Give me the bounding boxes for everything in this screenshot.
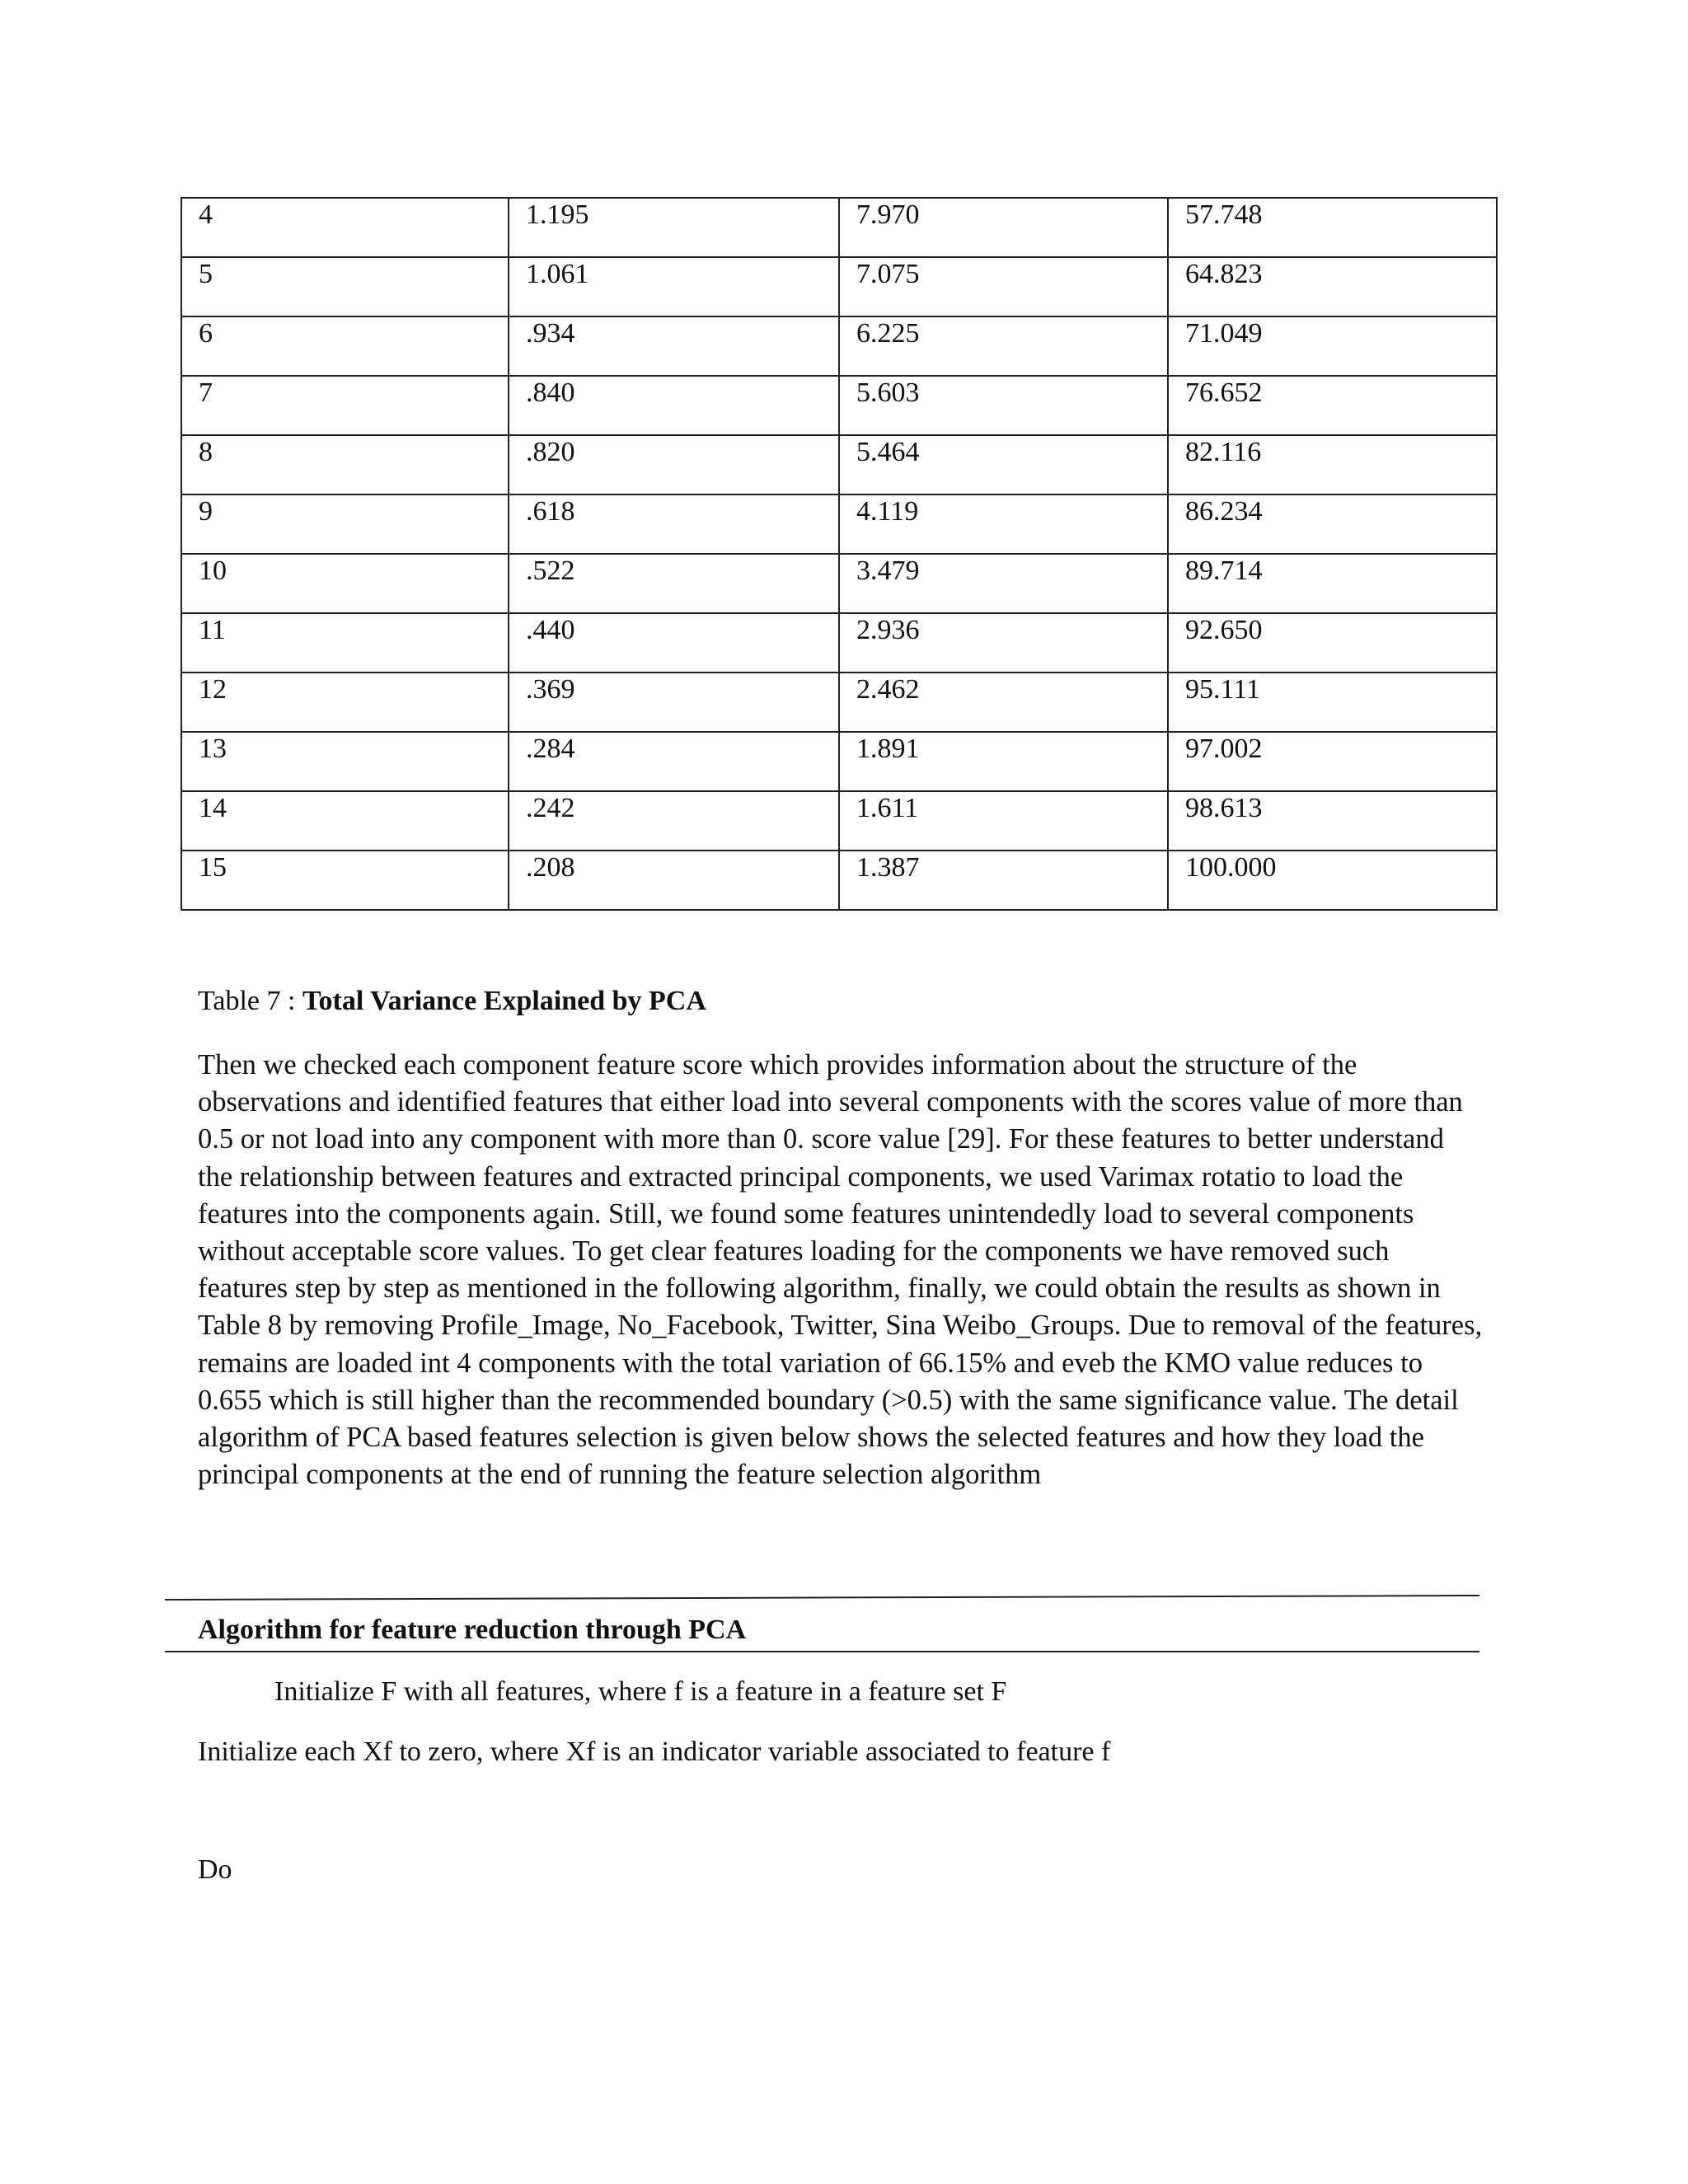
table-cell: 5.464	[839, 435, 1168, 494]
table-cell: .284	[509, 732, 839, 791]
table-cell: 4	[181, 198, 509, 257]
table-cell: 3.479	[839, 554, 1168, 613]
body-paragraph-block	[198, 1047, 1484, 1493]
algorithm-title: Algorithm for feature reduction through PCA	[198, 1615, 747, 1645]
table-row	[181, 198, 1497, 257]
table-cell: 9	[181, 494, 509, 554]
table-cell: 2.936	[839, 613, 1168, 673]
table-cell: 64.823	[1168, 257, 1497, 316]
table-cell: 5	[181, 257, 509, 316]
table-cell: .208	[509, 851, 839, 910]
table-row	[181, 851, 1497, 910]
variance-table-body	[181, 198, 1497, 910]
table-cell: 95.111	[1168, 673, 1497, 732]
table-cell: 7.970	[839, 198, 1168, 257]
table-cell: 6	[181, 316, 509, 376]
table-cell: 4.119	[839, 494, 1168, 554]
table-cell: .840	[509, 376, 839, 435]
table-cell: 6.225	[839, 316, 1168, 376]
table-caption	[198, 985, 706, 1018]
table-cell: 100.000	[1168, 851, 1497, 910]
table-cell: 92.650	[1168, 613, 1497, 673]
algorithm-line-2: Initialize each Xf to zero, where Xf is an indicator variable associated to feature f	[198, 1736, 1111, 1767]
algorithm-line-1: Initialize F with all features, where f is a feature in a feature set F	[274, 1676, 1007, 1707]
table-cell: .440	[509, 613, 839, 673]
table-row	[181, 732, 1497, 791]
body-paragraph: Then we checked each component feature score which provides information about the structure of the observations and identified features that either load into several components with the scores value of more than 0.5 or not load into any component with more than 0. score value [29]. For these features to better understand the relationship between features and extracted principal components, we used Varimax rotatio to load the features into the components again. Still, we found some features unintendedly load to several components without acceptable score values. To get clear features loading for the components we have removed such features step by step as mentioned in the following algorithm, finally, we could obtain the results as shown in Table 8 by removing Profile_Image, No_Facebook, Twitter, Sina Weibo_Groups. Due to removal of the features, remains are loaded int 4 components with the total variation of 66.15% and eveb the KMO value reduces to 0.655 which is still higher than the recommended boundary (>0.5) with the same significance value. The detail algorithm of PCA based features selection is given below shows the selected features and how they load the principal components at the end of running the feature selection algorithm	[198, 1049, 1483, 1491]
table-row	[181, 554, 1497, 613]
table-row	[181, 494, 1497, 554]
table-cell: 89.714	[1168, 554, 1497, 613]
table-cell: 82.116	[1168, 435, 1497, 494]
table-cell: 12	[181, 673, 509, 732]
table-cell: .618	[509, 494, 839, 554]
table-row	[181, 791, 1497, 851]
table-row	[181, 673, 1497, 732]
table-cell: 14	[181, 791, 509, 851]
table-cell: 2.462	[839, 673, 1168, 732]
table-cell: 5.603	[839, 376, 1168, 435]
table-cell: 1.611	[839, 791, 1168, 851]
table-row	[181, 316, 1497, 376]
table-cell: .934	[509, 316, 839, 376]
table-cell: 86.234	[1168, 494, 1497, 554]
table-cell: 1.387	[839, 851, 1168, 910]
table-cell: .369	[509, 673, 839, 732]
table-cell: 11	[181, 613, 509, 673]
table-cell: 1.891	[839, 732, 1168, 791]
table-cell: 97.002	[1168, 732, 1497, 791]
table-cell: 7.075	[839, 257, 1168, 316]
table-cell: 76.652	[1168, 376, 1497, 435]
table-cell: 7	[181, 376, 509, 435]
table-cell: 8	[181, 435, 509, 494]
table-cell: 1.061	[509, 257, 839, 316]
algorithm-top-rule	[165, 1595, 1479, 1601]
table-row	[181, 613, 1497, 673]
table-cell: 98.613	[1168, 791, 1497, 851]
table-cell: 1.195	[509, 198, 839, 257]
caption-title: Total Variance Explained by PCA	[302, 986, 706, 1016]
table-row	[181, 435, 1497, 494]
table-cell: 57.748	[1168, 198, 1497, 257]
variance-table	[181, 197, 1498, 911]
algorithm-bottom-rule	[165, 1651, 1479, 1652]
table-cell: 10	[181, 554, 509, 613]
table-cell: .820	[509, 435, 839, 494]
table-cell: 13	[181, 732, 509, 791]
caption-prefix: Table 7 :	[198, 986, 302, 1016]
algorithm-line-3: Do	[198, 1854, 232, 1885]
table-row	[181, 376, 1497, 435]
table-row	[181, 257, 1497, 316]
table-cell: 15	[181, 851, 509, 910]
table-cell: 71.049	[1168, 316, 1497, 376]
table-cell: .522	[509, 554, 839, 613]
table-cell: .242	[509, 791, 839, 851]
